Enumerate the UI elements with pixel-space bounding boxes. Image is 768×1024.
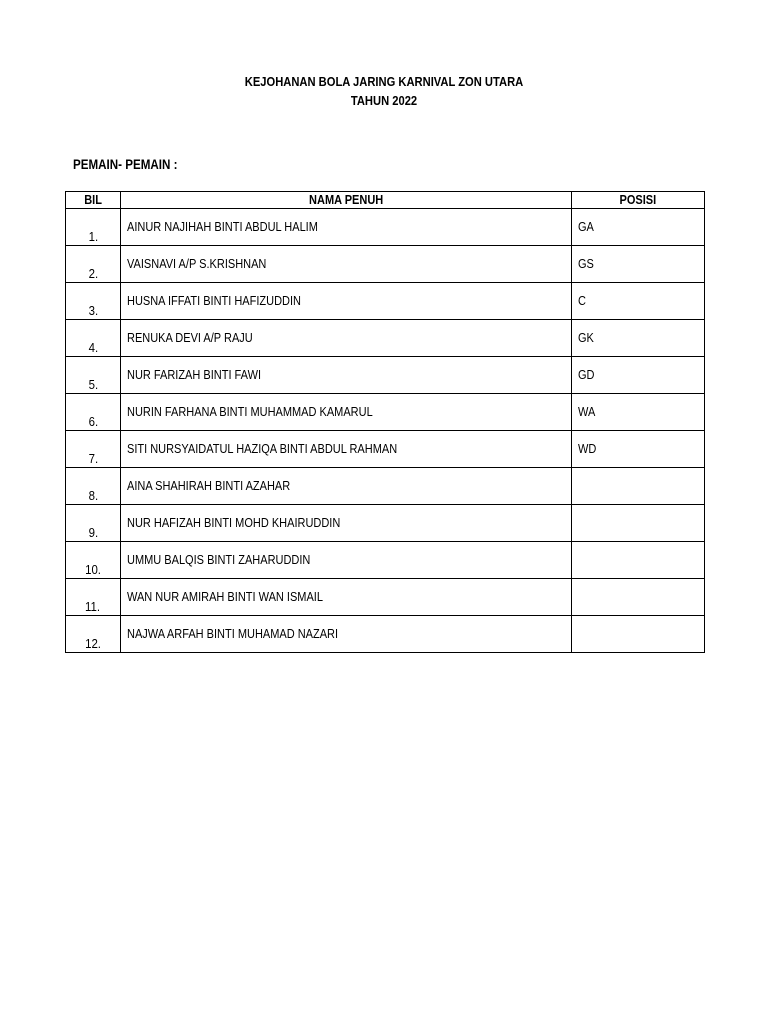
row-number: 8. (66, 468, 121, 505)
row-number: 12. (66, 616, 121, 653)
table-row (66, 394, 705, 431)
player-position (571, 579, 704, 616)
player-full-name: RENUKA DEVI A/P RAJU (121, 320, 572, 357)
player-full-name: WAN NUR AMIRAH BINTI WAN ISMAIL (121, 579, 572, 616)
player-position: GD (571, 357, 704, 394)
row-number: 7. (66, 431, 121, 468)
player-position: C (571, 283, 704, 320)
player-full-name: VAISNAVI A/P S.KRISHNAN (121, 246, 572, 283)
row-number: 9. (66, 505, 121, 542)
row-number: 11. (66, 579, 121, 616)
table-row (66, 320, 705, 357)
header-posisi: POSISI (571, 192, 704, 209)
player-full-name: HUSNA IFFATI BINTI HAFIZUDDIN (121, 283, 572, 320)
table-row (66, 246, 705, 283)
table-row (66, 542, 705, 579)
player-position: GS (571, 246, 704, 283)
table-row (66, 579, 705, 616)
document-year: TAHUN 2022 (350, 93, 418, 108)
player-full-name: UMMU BALQIS BINTI ZAHARUDDIN (121, 542, 572, 579)
document-title: KEJOHANAN BOLA JARING KARNIVAL ZON UTARA (244, 74, 524, 89)
row-number: 6. (66, 394, 121, 431)
player-position: GK (571, 320, 704, 357)
table-row (66, 209, 705, 246)
roster-body (66, 209, 705, 653)
header-bil: BIL (66, 192, 121, 209)
player-roster-table (65, 191, 705, 653)
players-section-label: PEMAIN- PEMAIN : (73, 157, 178, 172)
row-number: 3. (66, 283, 121, 320)
player-full-name: AINUR NAJIHAH BINTI ABDUL HALIM (121, 209, 572, 246)
player-full-name: NAJWA ARFAH BINTI MUHAMAD NAZARI (121, 616, 572, 653)
table-row (66, 357, 705, 394)
table-row (66, 431, 705, 468)
player-position: WA (571, 394, 704, 431)
header-nama-penuh: NAMA PENUH (121, 192, 572, 209)
player-position (571, 542, 704, 579)
row-number: 4. (66, 320, 121, 357)
row-number: 5. (66, 357, 121, 394)
player-full-name: SITI NURSYAIDATUL HAZIQA BINTI ABDUL RAHMAN (121, 431, 572, 468)
table-row (66, 283, 705, 320)
player-position (571, 616, 704, 653)
row-number: 10. (66, 542, 121, 579)
row-number: 1. (66, 209, 121, 246)
player-full-name: NUR HAFIZAH BINTI MOHD KHAIRUDDIN (121, 505, 572, 542)
player-position: GA (571, 209, 704, 246)
player-position (571, 505, 704, 542)
player-full-name: NUR FARIZAH BINTI FAWI (121, 357, 572, 394)
table-row (66, 468, 705, 505)
player-full-name: NURIN FARHANA BINTI MUHAMMAD KAMARUL (121, 394, 572, 431)
table-header-row (66, 192, 705, 209)
row-number: 2. (66, 246, 121, 283)
table-row (66, 616, 705, 653)
player-position (571, 468, 704, 505)
player-full-name: AINA SHAHIRAH BINTI AZAHAR (121, 468, 572, 505)
table-row (66, 505, 705, 542)
document-header (54, 72, 714, 110)
player-position: WD (571, 431, 704, 468)
